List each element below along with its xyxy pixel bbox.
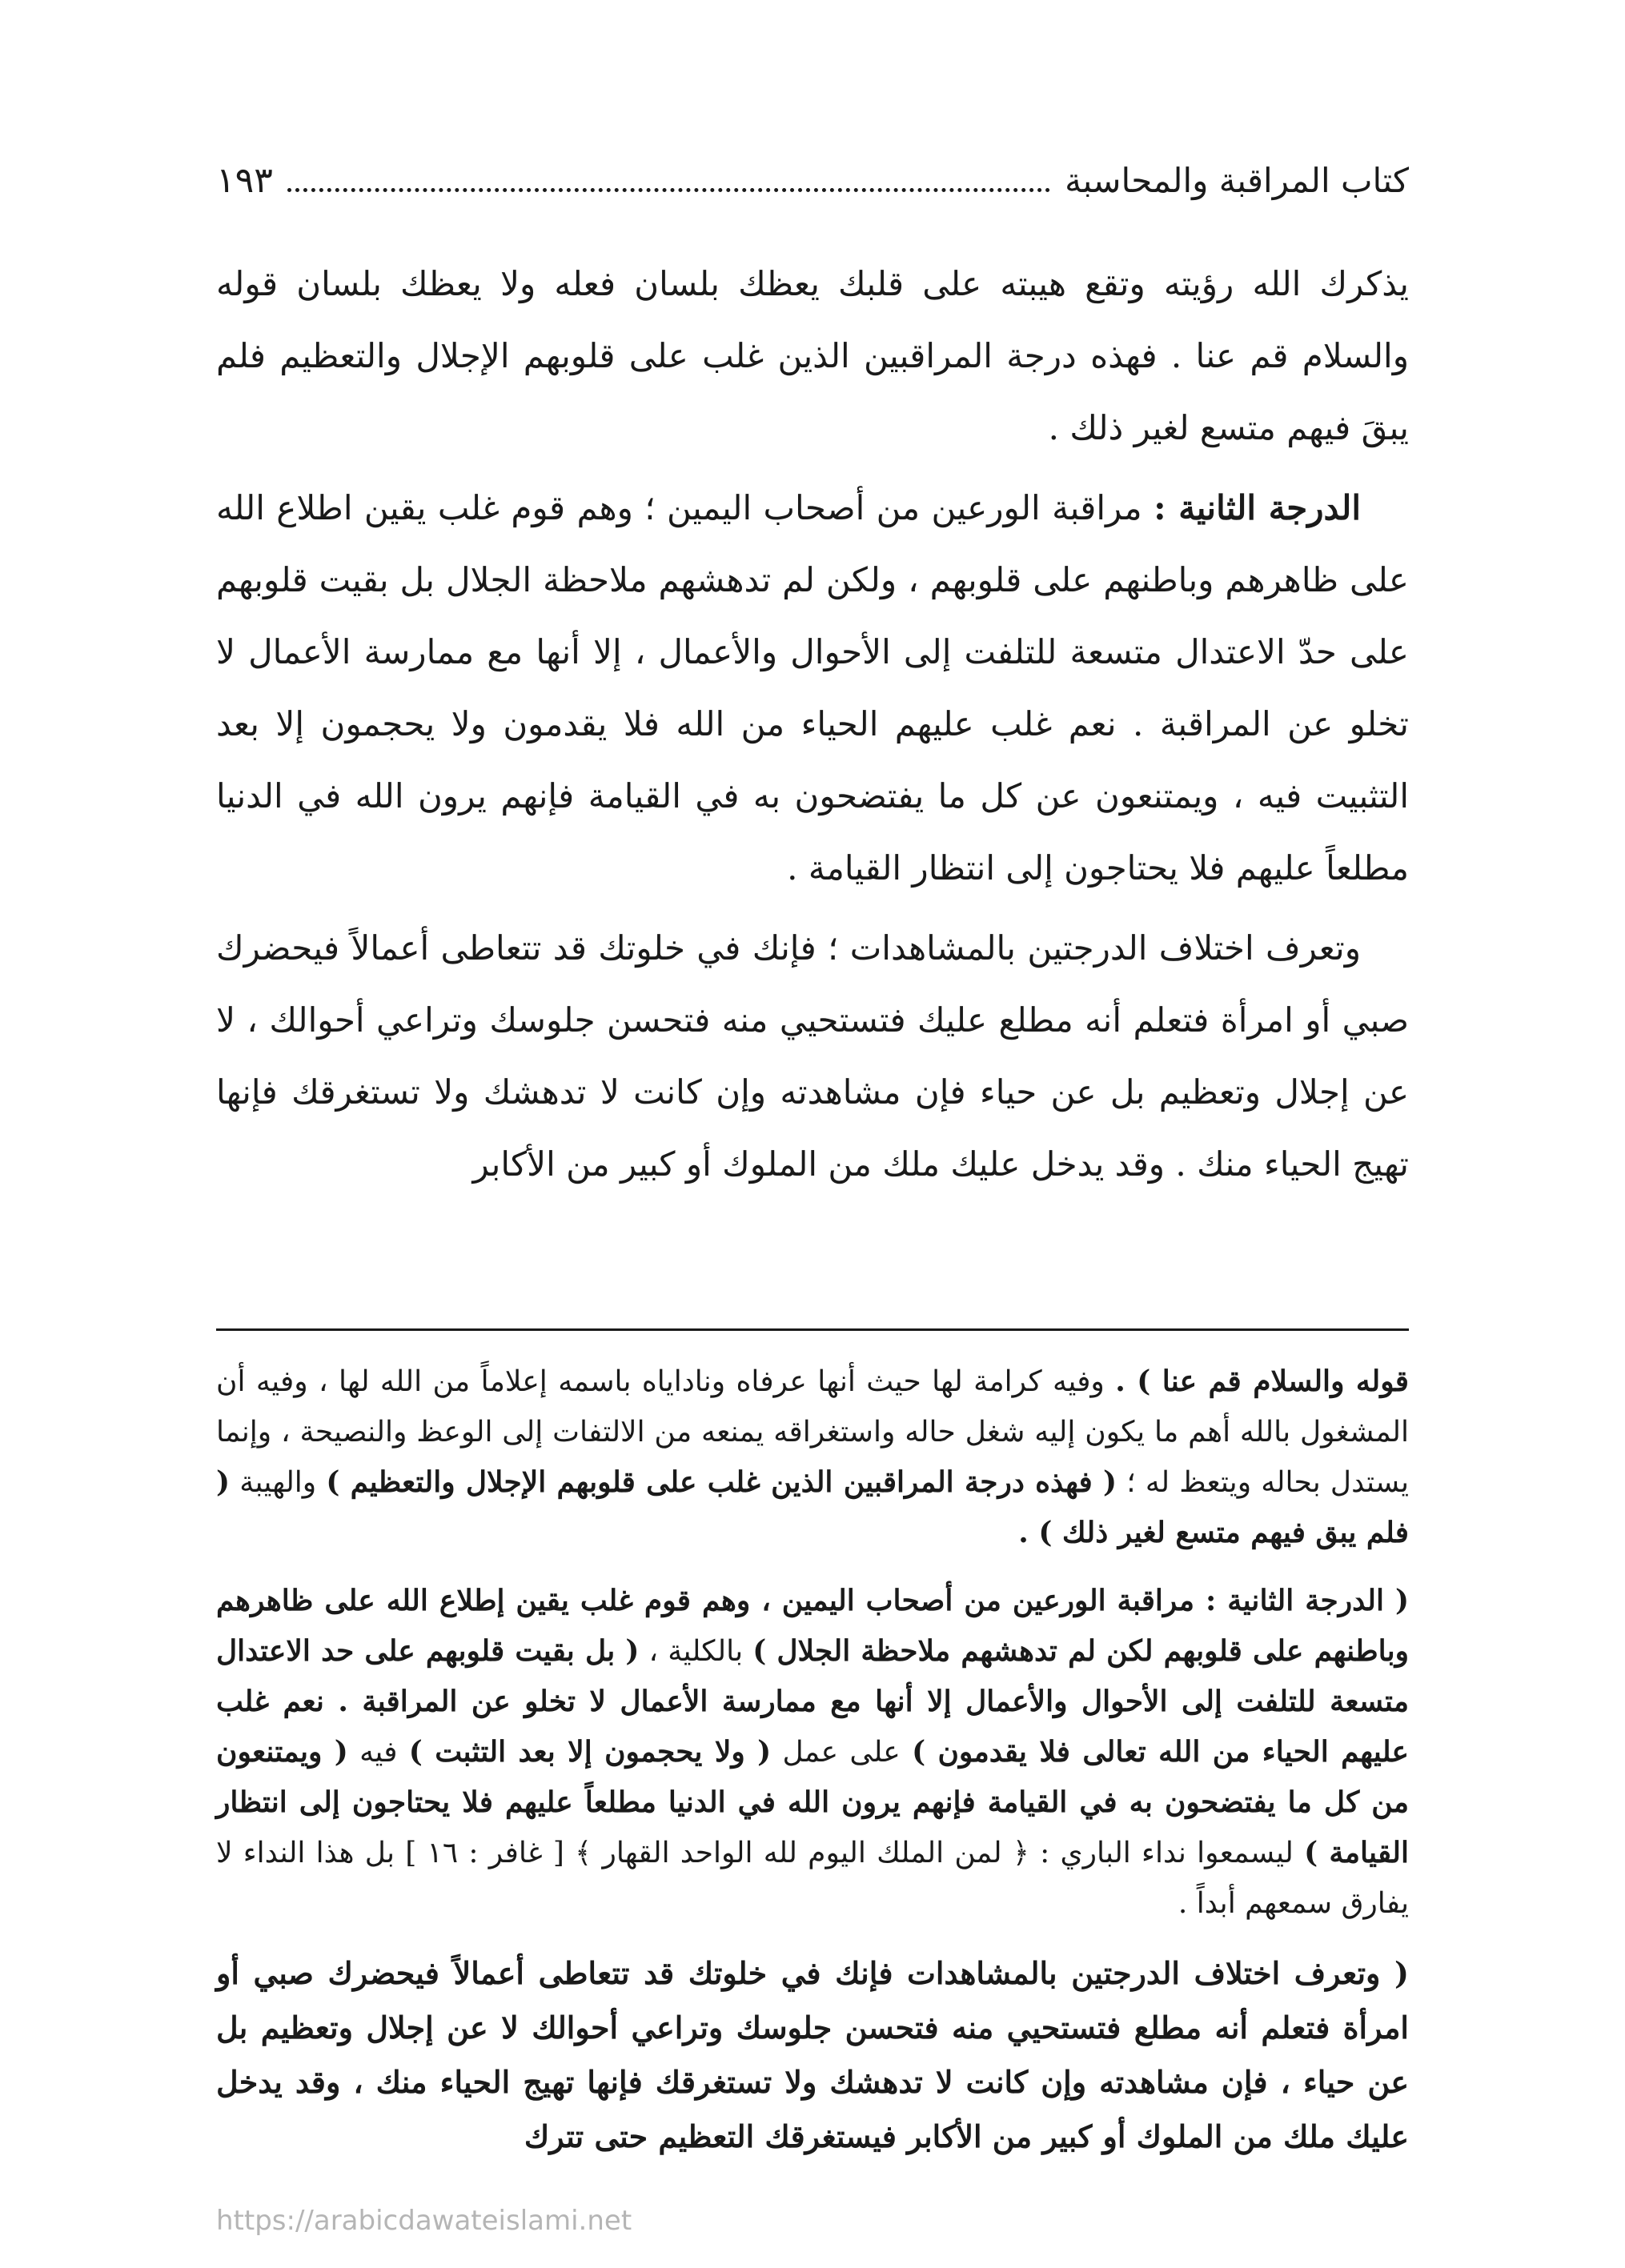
quoted-text: ( فهذه درجة المراقبين الذين غلب على قلوبهم الإجلال والتعظيم ) bbox=[326, 1465, 1117, 1499]
quoted-text: ( بل بقيت قلوبهم على حد الاعتدال متسعة للتلفت إلى الأحوال والأعمال إلا أنها مع ممارسة الأعمال لا تخلو عن المراقبة . نعم غلب عليهم الحياء من الله تعالى فلا يقدمون ) bbox=[216, 1634, 1409, 1769]
footnote-paragraph: ( وتعرف اختلاف الدرجتين بالمشاهدات فإنك في خلوتك قد تتعاطى أعمالاً فيحضرك صبي أو امرأة فتعلم أنه مطلع فتستحيي منه فتحسن جلوسك وتراعي أحوالك لا عن إجلال وتعظيم بل عن حياء ، فإن مشاهدته وإن كانت لا تدهشك ولا تستغرقك فإنها تهيج الحياء منك ، وقد يدخل عليك ملك من الملوك أو كبير من الأكابر فيستغرقك التعظيم حتى تترك bbox=[216, 1955, 1409, 2154]
quoted-text: قوله والسلام قم عنا ) . bbox=[1115, 1364, 1410, 1398]
main-text bbox=[216, 248, 1409, 1208]
commentary-text: والهيبة bbox=[230, 1466, 327, 1499]
footnote-paragraph bbox=[216, 1356, 1409, 1558]
footnote-paragraph bbox=[216, 1576, 1409, 1929]
main-paragraph: وتعرف اختلاف الدرجتين بالمشاهدات ؛ فإنك في خلوتك قد تتعاطى أعمالاً فيحضرك صبي أو امرأة فتعلم أنه مطلع عليك فتستحيي منه فتحسن جلوسك وتراعي أحوالك ، لا عن إجلال وتعظيم بل عن حياء فإن مشاهدته وإن كانت لا تدهشك ولا تستغرقك فإنها تهيج الحياء منك . وقد يدخل عليك ملك من الملوك أو كبير من الأكابر bbox=[216, 928, 1409, 1184]
commentary-text: ليسمعوا نداء الباري : ﴿ لمن الملك اليوم لله الواحد القهار ﴾ [ غافر : ١٦ ] بل هذا النداء لا يفارق سمعهم أبداً . bbox=[216, 1837, 1409, 1920]
quoted-text: ( الدرجة الثانية : مراقبة الورعين من أصحاب اليمين ، وهم قوم غلب يقين إطلاع الله على ظاهرهم وباطنهم على قلوبهم لكن لم تدهشهم ملاحظة الجلال ) bbox=[216, 1584, 1410, 1668]
commentary-text: فيه bbox=[347, 1736, 409, 1769]
commentary-text: على عمل bbox=[771, 1736, 913, 1769]
main-paragraph: يذكرك الله رؤيته وتقع هيبته على قلبك يعظك بلسان فعله ولا يعظك بلسان قوله والسلام قم عنا . فهذه درجة المراقبين الذين غلب على قلوبهم الإجلال والتعظيم فلم يبقَ فيهم متسع لغير ذلك . bbox=[216, 264, 1409, 447]
book-page bbox=[216, 120, 1410, 2237]
source-watermark: https://arabicdawateislami.net bbox=[216, 2205, 632, 2237]
main-paragraph bbox=[216, 472, 1409, 904]
commentary-text: بالكلية ، bbox=[639, 1635, 753, 1668]
commentary-text: وفيه كرامة لها حيث أنها عرفاه وناداياه باسمه إعلاماً من الله لها ، وفيه أن المشغول بالله أهم ما يكون إليه شغل حاله واستغراقه يمنعه من الالتفات إلى الوعظ والنصيحة ، وإنما يستدل بحاله ويتعظ له ؛ bbox=[216, 1365, 1409, 1499]
footnote-separator bbox=[216, 1328, 1409, 1331]
page-number: ١٩٣ bbox=[216, 159, 273, 201]
book-title: كتاب المراقبة والمحاسبة bbox=[1065, 160, 1409, 200]
running-header bbox=[216, 152, 1409, 208]
paragraph-text: مراقبة الورعين من أصحاب اليمين ؛ وهم قوم غلب يقين اطلاع الله على ظاهرهم وباطنهم على قلوبهم ، ولكن لم تدهشهم ملاحظة الجلال بل بقيت قلوبهم على حدّ الاعتدال متسعة للتلفت إلى الأحوال والأعمال ، إلا أنها مع ممارسة الأعمال لا تخلو عن المراقبة . نعم غلب عليهم الحياء من الله فلا يقدمون ولا يحجمون إلا بعد التثبيت فيه ، ويمتنعون عن كل ما يفتضحون به في القيامة فإنهم يرون الله في الدنيا مطلعاً عليهم فلا يحتاجون إلى انتظار القيامة . bbox=[216, 488, 1409, 888]
commentary-footnotes bbox=[216, 1356, 1409, 2182]
quoted-text: ( ولا يحجمون إلا بعد التثبت ) bbox=[408, 1735, 772, 1769]
quoted-text: ( ويمتنعون من كل ما يفتضحون به في القيامة فإنهم يرون الله في الدنيا مطلعاً عليهم فلا يحتاجون إلى انتظار القيامة ) bbox=[216, 1735, 1410, 1869]
header-dot-leader bbox=[287, 188, 1050, 192]
section-heading: الدرجة الثانية : bbox=[1154, 488, 1361, 527]
quoted-text: ( فلم يبق فيهم متسع لغير ذلك ) . bbox=[216, 1465, 1409, 1549]
